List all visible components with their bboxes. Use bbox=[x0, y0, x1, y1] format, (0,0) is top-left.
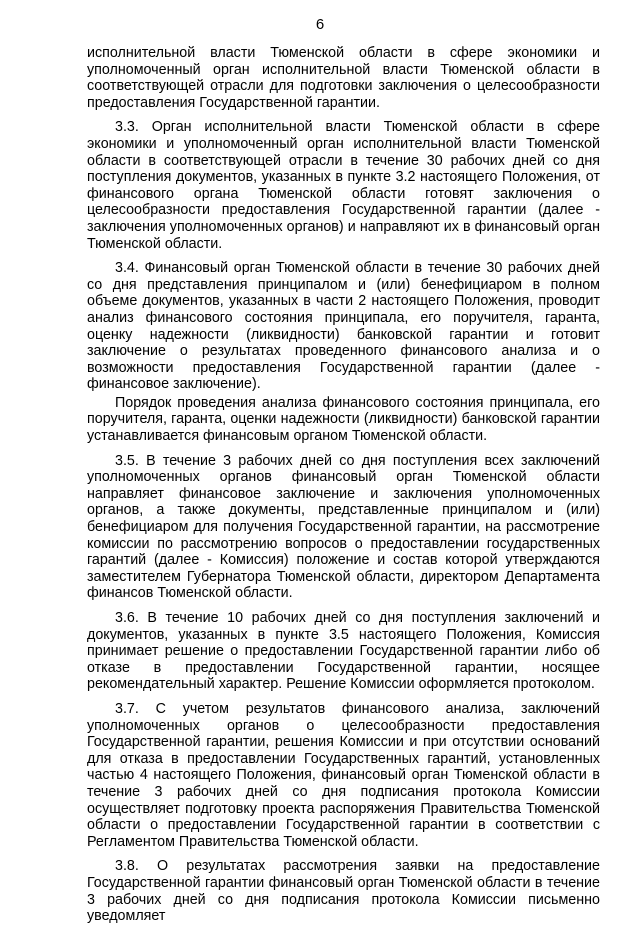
paragraph-3-3: 3.3. Орган исполнительной власти Тюменской области в сфере экономики и уполномоченный орган исполнительной власти Тюменской области в соответствующей отрасли в течение 30 рабочих дней со дня поступления документов, указанных в пункте 3.2 настоящего Положения, от финансового органа Тюменской области готовят заключения о целесообразности предоставления Государственной гарантии (далее - заключения уполномоченных органов) и направляют их в финансовый орган Тюменской области. bbox=[87, 119, 600, 252]
paragraph-3-4-procedure: Порядок проведения анализа финансового состояния принципала, его поручителя, гаранта, оценки надежности (ликвидности) банковской гарантии устанавливается финансовым органом Тюменской области. bbox=[87, 394, 600, 445]
paragraph-3-7: 3.7. С учетом результатов финансового анализа, заключений уполномоченных органов о целесообразности предоставления Государственной гарантии, решения Комиссии и при отсутствии оснований для отказа в предоставлении Государственных гарантий, установленных частью 4 настоящего Положения, финансовый орган Тюменской области в течение 3 рабочих дней со дня подписания протокола Комиссии осуществляет подготовку проекта распоряжения Правительства Тюменской области о предоставлении Государственной гарантии в соответствии с Регламентом Правительства Тюменской области. bbox=[87, 700, 600, 850]
paragraph-3-4: 3.4. Финансовый орган Тюменской области в течение 30 рабочих дней со дня представления принципалом и (или) бенефициаром в полном объеме документов, указанных в части 2 настоящего Положения, проводит анализ финансового состояния принципала, его поручителя, гаранта, оценку надежности (ликвидности) банковской гарантии и готовит заключение о результатах проведенного финансового анализа и о возможности предоставления Государственной гарантии (далее - финансовое заключение). bbox=[87, 260, 600, 393]
paragraph-continuation: исполнительной власти Тюменской области в сфере экономики и уполномоченный орган исполнительной власти Тюменской области в соответствующей отрасли для подготовки заключения о целесообразности предоставления Государственной гарантии. bbox=[87, 45, 600, 111]
paragraph-3-6: 3.6. В течение 10 рабочих дней со дня поступления заключений и документов, указанных в пункте 3.5 настоящего Положения, Комиссия принимает решение о предоставлении Государственной гарантии либо об отказе в предоставлении Государственной гарантии, носящее рекомендательный характер. Решение Комиссии оформляется протоколом. bbox=[87, 610, 600, 693]
paragraph-3-5: 3.5. В течение 3 рабочих дней со дня поступления всех заключений уполномоченных органов финансовый орган Тюменской области направляет финансовое заключение и заключения уполномоченных органов, а также документы, представленные принципалом и (или) бенефициаром для получения Государственной гарантии, на рассмотрение комиссии по рассмотрению вопросов о предоставлении государственных гарантий (далее - Комиссия) положение и состав которой утверждаются заместителем Губернатора Тюменской области, директором Департамента финансов Тюменской области. bbox=[87, 452, 600, 602]
document-body bbox=[87, 45, 600, 925]
paragraph-3-8: 3.8. О результатах рассмотрения заявки на предоставление Государственной гарантии финансовый орган Тюменской области в течение 3 рабочих дней со дня подписания протокола Комиссии письменно уведомляет bbox=[87, 858, 600, 925]
page-number: 6 bbox=[315, 16, 325, 33]
